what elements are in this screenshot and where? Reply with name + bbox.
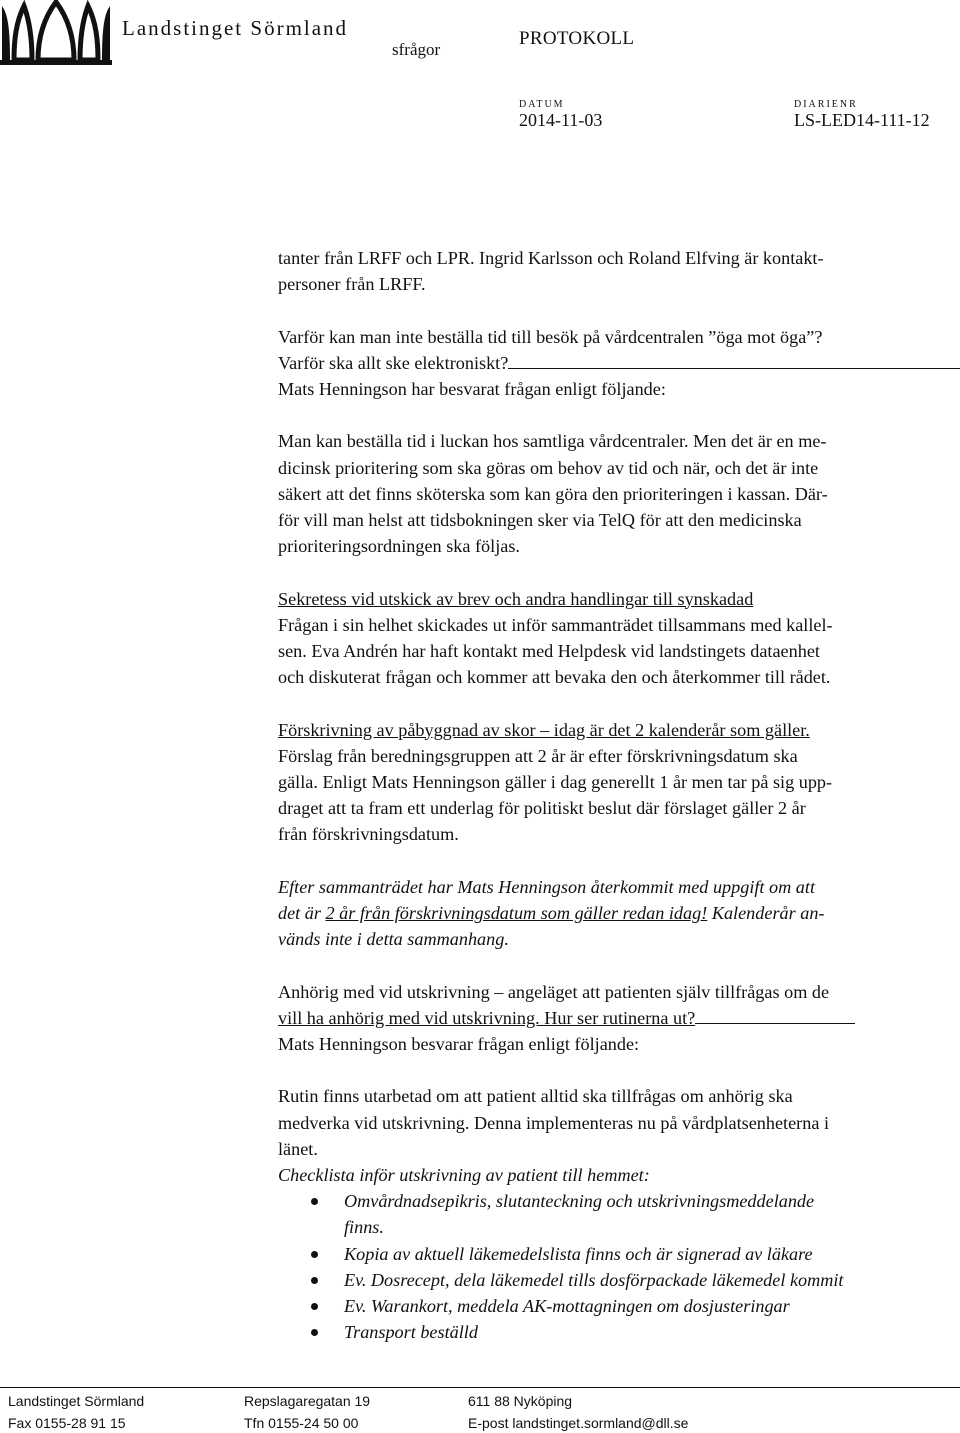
answer-line: Man kan beställa tid i luckan hos samtliga vårdcentraler. Men det är en me- [278, 431, 827, 452]
landstinget-logo [0, 0, 112, 66]
section-heading-secrecy: Sekretess vid utskick av brev och andra handlingar till synskadad [278, 588, 754, 609]
diarienr-value: LS-LED14-111-12 [794, 110, 930, 130]
bullet-icon [311, 1329, 318, 1336]
bullet-icon [311, 1303, 318, 1310]
answer-intro: Mats Henningson har besvarat frågan enligt följande: [278, 379, 666, 399]
list-item: Ev. Dosrecept, dela läkemedel tills dosförpackade läkemedel kommit [278, 1267, 950, 1293]
org-name: Landstinget Sörmland [122, 16, 349, 40]
checklist-title: Checklista inför utskrivning av patient till hemmet: [278, 1165, 650, 1185]
list-item: Omvårdnadsepikris, slutanteckning och utskrivningsmeddelande finns. [278, 1188, 950, 1240]
answer-line: för vill man helst att tidsbokningen sker via TelQ för att den medicinska [278, 510, 802, 530]
footer-email: E-post landstinget.sormland@dll.se [468, 1415, 689, 1431]
section-line: medverka vid utskrivning. Denna implementeras nu på vårdplatsenheterna i [278, 1112, 830, 1133]
section-line: Rutin finns utarbetad om att patient alltid ska tillfrågas om anhörig ska [278, 1086, 793, 1107]
note-line: det är 2 år från förskrivningsdatum som gäller redan idag! Kalenderår an- [278, 903, 825, 923]
section-line: och diskuterat frågan och kommer att bevaka den och återkommer till rådet. [278, 667, 831, 688]
footer-fax: Fax 0155-28 91 15 [8, 1415, 126, 1431]
bullet-icon [311, 1277, 318, 1284]
note-line: Efter sammanträdet har Mats Henningson återkommit med uppgift om att [278, 876, 816, 897]
section-heading-shoes: Förskrivning av påbyggnad av skor – idag är det 2 kalenderår som gäller. [278, 719, 810, 740]
answer-intro: Mats Henningson besvarar frågan enligt följande: [278, 1034, 640, 1054]
section-line: gälla. Enligt Mats Henningson gäller i dag generellt 1 år men tar på sig upp- [278, 772, 833, 792]
document-type: PROTOKOLL [519, 28, 635, 49]
answer-line: dicinsk prioritering som ska göras om behov av tid och när, och det är inte [278, 457, 819, 478]
date-value: 2014-11-03 [519, 110, 603, 130]
bullet-icon [311, 1251, 318, 1258]
footer-postal: 611 88 Nyköping [468, 1393, 573, 1409]
protocol-body [278, 245, 950, 1345]
tulip-crown-icon [0, 0, 112, 66]
checklist [278, 1188, 950, 1345]
answer-line: säkert att det finns sköterska som kan göra den prioriteringen i kassan. Där- [278, 483, 828, 504]
list-item: Transport beställd [278, 1319, 950, 1345]
note-line: vänds inte i detta sammanhang. [278, 929, 509, 950]
section-heading-relatives: Anhörig med vid utskrivning – angeläget att patienten själv tillfrågas om de [278, 981, 830, 1002]
answer-line: prioriteringsordningen ska följas. [278, 536, 520, 557]
paragraph-line: tanter från LRFF och LPR. Ingrid Karlsson och Roland Elfving är kontakt- [278, 248, 824, 268]
footer-street: Repslagaregatan 19 [244, 1393, 371, 1409]
section-line: sen. Eva Andrén har haft kontakt med Helpdesk vid landstingets dataenhet [278, 641, 820, 661]
footer-org-name: Landstinget Sörmland [8, 1393, 145, 1409]
paragraph-line: personer från LRFF. [278, 274, 426, 295]
section-line: från förskrivningsdatum. [278, 824, 459, 845]
date-label: DATUM [519, 99, 565, 110]
section-line: länet. [278, 1138, 318, 1159]
bullet-icon [311, 1198, 318, 1205]
question-line: Varför kan man inte beställa tid till besök på vårdcentralen ”öga mot öga”? [278, 326, 823, 347]
section-line: Förslag från beredningsgruppen att 2 år är efter förskrivningsdatum ska [278, 745, 798, 766]
footer-phone: Tfn 0155-24 50 00 [244, 1415, 359, 1431]
question-line: Varför ska allt ske elektroniskt? [278, 350, 950, 376]
section-line: Frågan i sin helhet skickades ut inför sammanträdet tillsammans med kallel- [278, 614, 833, 635]
section-line: draget att ta fram ett underlag för politiskt beslut där förslaget gäller 2 år [278, 798, 806, 819]
list-item: Ev. Warankort, meddela AK-mottagningen om dosjusteringar [278, 1293, 950, 1319]
org-subtitle: sfrågor [392, 40, 441, 59]
footer-divider [0, 1387, 960, 1388]
list-item: Kopia av aktuell läkemedelslista finns och är signerad av läkare [278, 1241, 950, 1267]
diarienr-label: DIARIENR [794, 99, 858, 110]
section-heading-relatives: vill ha anhörig med vid utskrivning. Hur ser rutinerna ut? [278, 1005, 950, 1031]
